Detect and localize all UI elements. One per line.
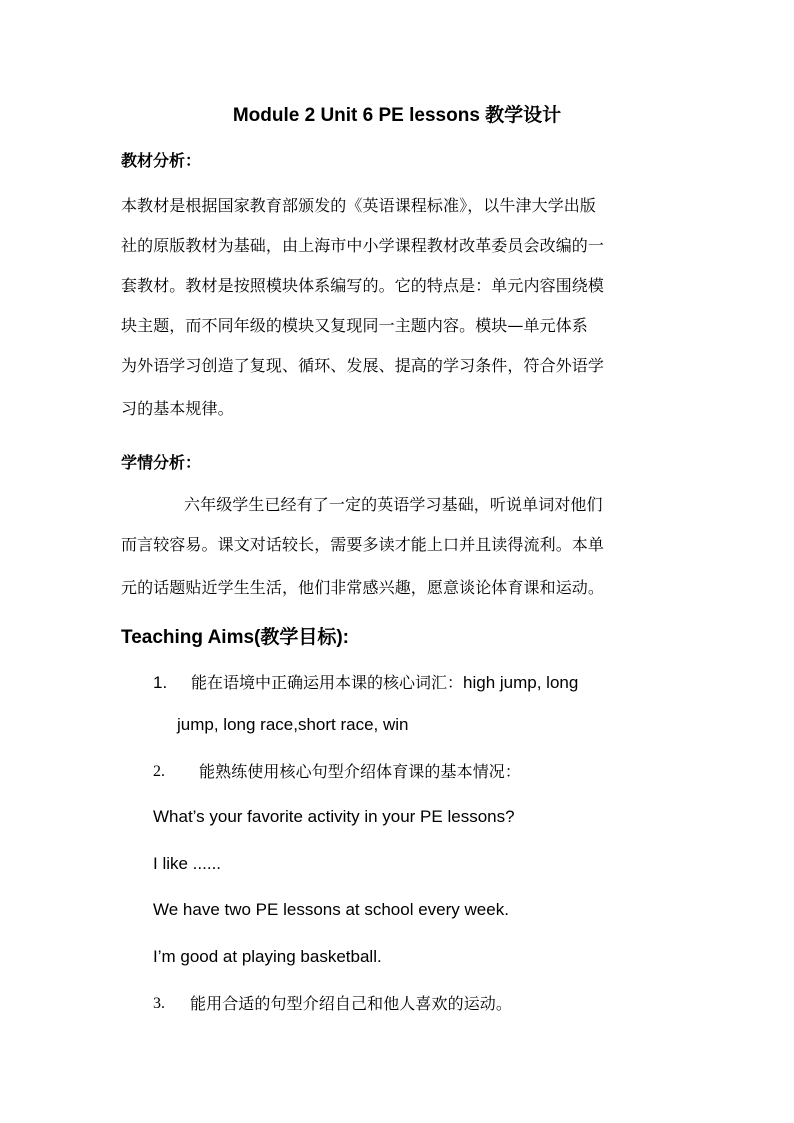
material-analysis-line: 本教材是根据国家教育部颁发的《英语课程标准》，以牛津大学出版 — [121, 196, 597, 215]
material-analysis-line: 块主题，而不同年级的模块又复现同一主题内容。模块—单元体系 — [121, 316, 588, 335]
learner-analysis-heading: 学情分析： — [121, 453, 202, 472]
learner-analysis-line: 元的话题贴近学生生活，他们非常感兴趣，愿意谈论体育课和运动。 — [121, 578, 605, 597]
aim-2-sentence: What’s your favorite activity in your PE lessons? — [153, 807, 515, 826]
aim-2-sentence: I’m good at playing basketball. — [153, 947, 382, 966]
aim-3-text: 能用合适的句型介绍自己和他人喜欢的运动。 — [190, 994, 513, 1013]
aim-2-number: 2. — [153, 763, 165, 780]
document-title: Module 2 Unit 6 PE lessons 教学设计 — [232, 105, 562, 126]
aim-2-text: 能熟练使用核心句型介绍体育课的基本情况： — [199, 762, 522, 781]
aim-1-text-cn: 能在语境中正确运用本课的核心词汇： — [191, 673, 464, 692]
aim-3-number: 3. — [153, 995, 165, 1012]
material-analysis-line: 习的基本规律。 — [121, 399, 234, 418]
teaching-aims-heading: Teaching Aims(教学目标): — [121, 627, 350, 648]
material-analysis-line: 社的原版教材为基础，由上海市中小学课程教材改革委员会改编的一 — [121, 236, 605, 255]
aim-2-sentence: I like ...... — [153, 854, 222, 873]
aim-1-text-en: high jump, long — [463, 673, 579, 692]
material-analysis-line: 套教材。教材是按照模块体系编写的。它的特点是：单元内容围绕模 — [121, 276, 605, 295]
aim-1-text — [191, 672, 578, 694]
learner-analysis-line: 六年级学生已经有了一定的英语学习基础，听说单词对他们 — [184, 495, 603, 514]
material-analysis-line: 为外语学习创造了复现、循环、发展、提高的学习条件，符合外语学 — [121, 356, 605, 375]
learner-analysis-line: 而言较容易。课文对话较长，需要多读才能上口并且读得流利。本单 — [121, 535, 605, 554]
aim-1-continuation: jump, long race,short race, win — [177, 715, 409, 734]
aim-2-sentence: We have two PE lessons at school every week. — [153, 900, 509, 919]
material-analysis-heading: 教材分析： — [121, 151, 202, 170]
aim-1-number: 1. — [153, 673, 168, 692]
